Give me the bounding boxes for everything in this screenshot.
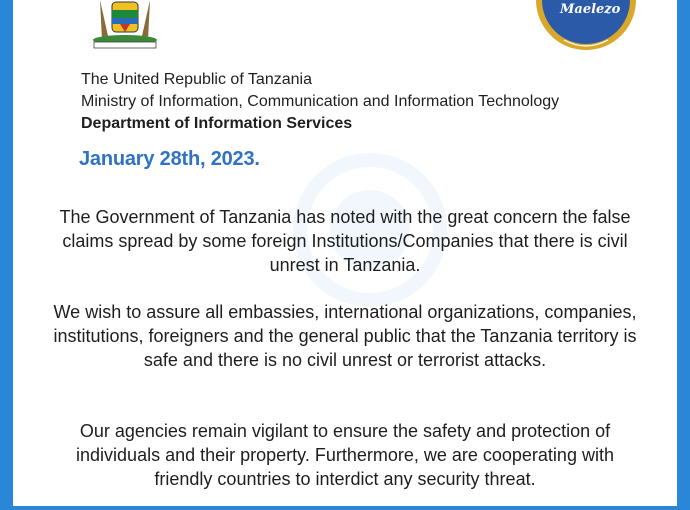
paragraph-2: We wish to assure all embassies, international organizations, companies, institutions, foreigners and the general public that the Tanzania territory is safe and there is no civil unrest or terrorist attacks.: [53, 302, 637, 370]
letterhead: [81, 69, 559, 135]
department-name: Department of Information Services: [81, 115, 353, 132]
paragraph-1: The Government of Tanzania has noted with the great concern the false claims spread by some foreign Institutions/Companies that there is civil unrest in Tanzania.: [59, 207, 631, 275]
coat-of-arms-icon: [80, 0, 170, 50]
badge-wordmark: Maelezo: [560, 2, 621, 17]
ministry-name: Ministry of Information, Communication and Information Technology: [81, 93, 560, 110]
country-name: The United Republic of Tanzania: [81, 71, 312, 88]
statement-date: January 28th, 2023.: [79, 148, 260, 170]
paragraph-3: Our agencies remain vigilant to ensure the safety and protection of individuals and their property. Furthermore, we are cooperating with friendly countries to interdict any security threat.: [76, 421, 614, 489]
